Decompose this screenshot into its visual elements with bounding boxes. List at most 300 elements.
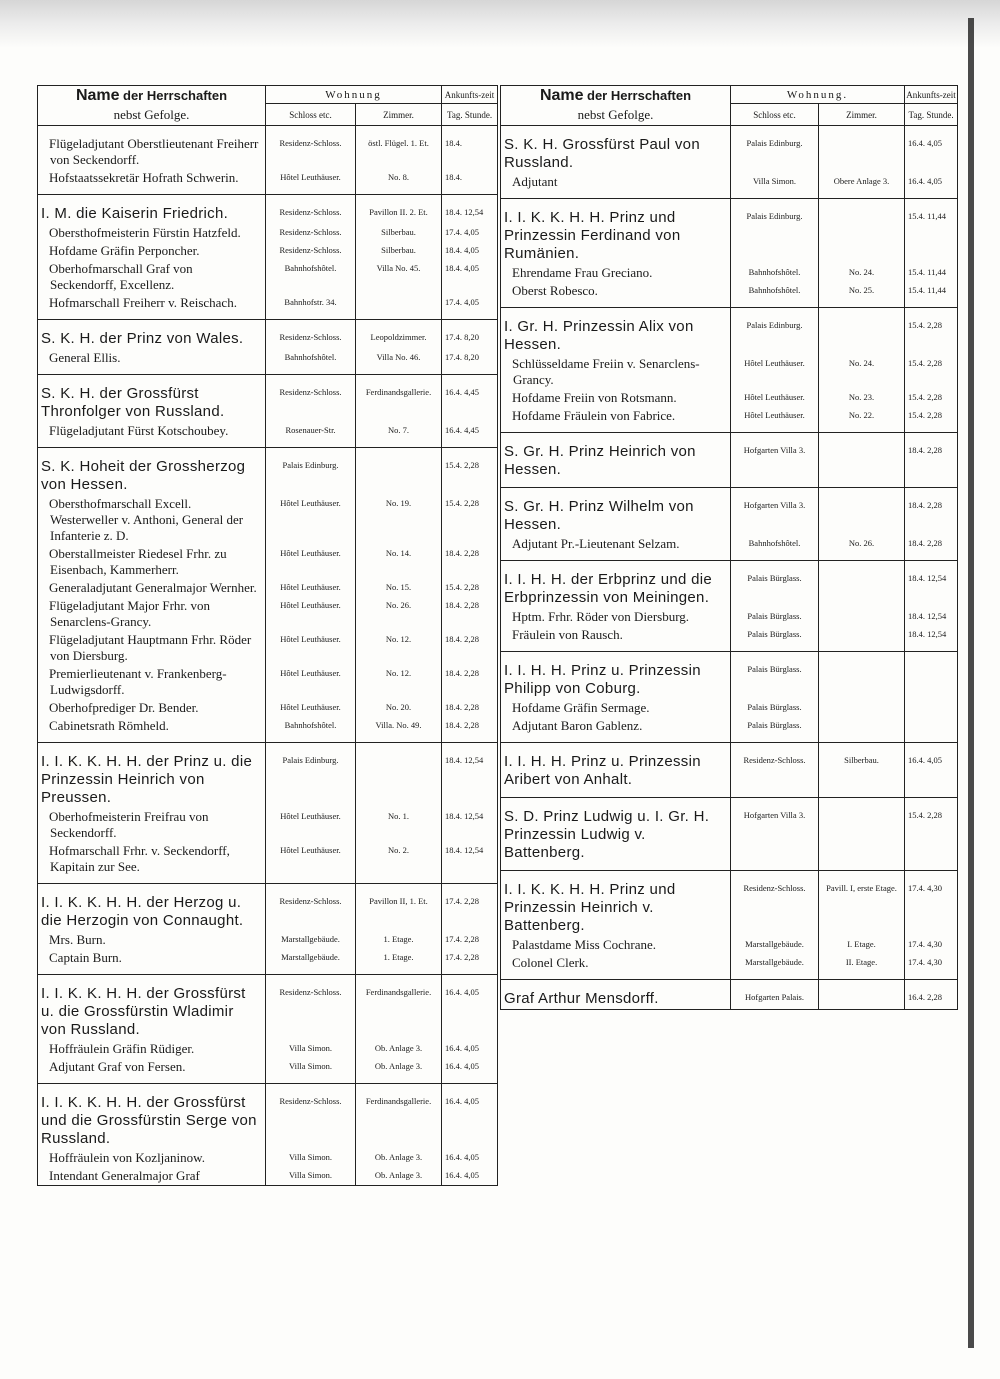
room-cell: Ferdinandsgallerie. — [356, 975, 442, 1041]
arrival-time-cell: 16.4. 4,05 — [905, 173, 958, 199]
residence-cell: Residenz-Schloss. — [266, 224, 356, 242]
guest-group-row — [501, 199, 958, 265]
guest-row — [501, 264, 958, 282]
arrival-time-cell: 18.4. — [442, 126, 498, 170]
guest-row — [501, 389, 958, 407]
residence-cell: Residenz-Schloss. — [266, 375, 356, 423]
room-cell: No. 20. — [356, 699, 442, 717]
name-subtitle: nebst Gefolge. — [577, 106, 654, 122]
guest-name: Hofdame Fräulein von Fabrice. — [501, 407, 731, 433]
room-cell: Pavillon II. 2. Et. — [356, 195, 442, 225]
guest-row — [38, 294, 498, 320]
residence-cell: Villa Simon. — [266, 1058, 356, 1084]
guest-name: Flügeladjutant Oberstlieutenant Freiherr von Seckendorff. — [38, 126, 266, 170]
room-cell: No. 15. — [356, 579, 442, 597]
residence-cell: Hôtel Leuthäuser. — [266, 597, 356, 631]
arrival-time-cell: 18.4. 12,54 — [905, 608, 958, 626]
guest-name-heading: S. K. Hoheit der Grossherzog von Hessen. — [38, 448, 266, 496]
residence-cell: Palais Bürglass. — [731, 652, 819, 700]
guest-name: Oberhofmarschall Graf von Seckendorff, Excellenz. — [38, 260, 266, 294]
room-cell: No. 25. — [819, 282, 905, 308]
guest-row — [501, 954, 958, 980]
residence-cell: Residenz-Schloss. — [266, 884, 356, 932]
guest-group-row — [38, 1084, 498, 1150]
room-cell: Villa No. 46. — [356, 349, 442, 375]
arrival-time-cell: 16.4. 4,05 — [905, 126, 958, 174]
room-cell — [819, 980, 905, 1010]
arrival-time-cell: 17.4. 4,05 — [442, 294, 498, 320]
arrival-time-cell: 16.4. 4,05 — [442, 1058, 498, 1084]
guest-name: Oberhofprediger Dr. Bender. — [38, 699, 266, 717]
guest-name-heading: I. I. K. K. H. H. Prinz und Prinzessin Heinrich v. Battenberg. — [501, 871, 731, 937]
arrival-time-cell: 18.4. 4,05 — [442, 260, 498, 294]
residence-cell: Marstallgebäude. — [731, 954, 819, 980]
table-body-left — [38, 126, 498, 1186]
guest-row — [38, 545, 498, 579]
guest-name: Intendant Generalmajor Graf — [38, 1167, 266, 1186]
guest-name: Adjutant Graf von Fersen. — [38, 1058, 266, 1084]
guest-row — [38, 579, 498, 597]
arrival-time-cell: 18.4. 12,54 — [905, 561, 958, 609]
residence-cell: Hôtel Leuthäuser. — [731, 355, 819, 389]
arrival-time-cell: 15.4. 2,28 — [905, 308, 958, 356]
room-cell — [819, 561, 905, 609]
residence-cell: Residenz-Schloss. — [266, 320, 356, 350]
arrival-time-cell: 17.4. 8,20 — [442, 349, 498, 375]
residence-cell: Hofgarten Villa 3. — [731, 433, 819, 488]
residence-cell: Bahnhofshôtel. — [731, 264, 819, 282]
room-cell: Ob. Anlage 3. — [356, 1167, 442, 1186]
guest-name: Hofdame Gräfin Perponcher. — [38, 242, 266, 260]
residence-cell: Hôtel Leuthäuser. — [266, 495, 356, 545]
name-title: Name — [75, 86, 120, 104]
residence-cell: Bahnhofshôtel. — [266, 349, 356, 375]
guest-group-row — [38, 975, 498, 1041]
arrival-time-cell: 18.4. 12,54 — [905, 626, 958, 652]
guest-name: Hofstaatssekretär Hofrath Schwerin. — [38, 169, 266, 195]
guest-name-heading: S. D. Prinz Ludwig u. I. Gr. H. Prinzessin Ludwig v. Battenberg. — [501, 798, 731, 871]
guest-row — [501, 608, 958, 626]
room-cell: östl. Flügel. 1. Et. — [356, 126, 442, 170]
guest-group-row — [501, 488, 958, 536]
arrival-time-cell: 16.4. 4,05 — [442, 975, 498, 1041]
guest-row — [38, 349, 498, 375]
residence-cell: Hôtel Leuthäuser. — [731, 389, 819, 407]
room-cell: No. 23. — [819, 389, 905, 407]
residence-cell: Hôtel Leuthäuser. — [266, 842, 356, 884]
residence-cell: Palais Bürglass. — [731, 626, 819, 652]
arrival-time-cell: 17.4. 8,20 — [442, 320, 498, 350]
guest-name-heading: Graf Arthur Mensdorff. — [501, 980, 731, 1010]
guest-row — [38, 495, 498, 545]
arrival-time-cell: 17.4. 2,28 — [442, 884, 498, 932]
arrival-time-cell — [905, 699, 958, 717]
room-cell — [356, 448, 442, 496]
room-cell — [819, 717, 905, 743]
guest-name: Flügeladjutant Hauptmann Frhr. Röder von Diersburg. — [38, 631, 266, 665]
arrival-time-cell: 18.4. 12,54 — [442, 808, 498, 842]
guest-name-heading: S. K. H. Grossfürst Paul von Russland. — [501, 126, 731, 174]
guest-name-heading: I. I. K. K. H. H. der Grossfürst und die Grossfürstin Serge von Russland. — [38, 1084, 266, 1150]
guest-row — [501, 717, 958, 743]
residence-cell: Residenz-Schloss. — [266, 1084, 356, 1150]
name-subtitle: nebst Gefolge. — [113, 106, 190, 122]
residence-cell: Marstallgebäude. — [266, 931, 356, 949]
room-cell: Pavill. I, erste Etage. — [819, 871, 905, 937]
room-cell: No. 7. — [356, 422, 442, 448]
zimmer-column-header: Zimmer. — [356, 104, 442, 126]
guest-name: Schlüsseldame Freiin v. Senarclens-Grancy. — [501, 355, 731, 389]
guest-row — [38, 242, 498, 260]
arrival-time-cell: 18.4. 2,28 — [442, 545, 498, 579]
guest-row — [38, 631, 498, 665]
guest-group-row — [38, 195, 498, 225]
residence-cell: Hofgarten Villa 3. — [731, 798, 819, 871]
residence-cell: Residenz-Schloss. — [266, 242, 356, 260]
room-cell — [819, 699, 905, 717]
room-cell: 1. Etage. — [356, 931, 442, 949]
residence-cell: Villa Simon. — [266, 1040, 356, 1058]
room-cell: II. Etage. — [819, 954, 905, 980]
guest-row — [38, 717, 498, 743]
residence-cell: Hôtel Leuthäuser. — [266, 579, 356, 597]
residence-cell: Residenz-Schloss. — [731, 871, 819, 937]
residence-cell: Villa Simon. — [266, 1167, 356, 1186]
guest-name-heading: I. I. K. K. H. H. der Prinz u. die Prinzessin Heinrich von Preussen. — [38, 743, 266, 809]
arrival-time-cell: 17.4. 2,28 — [442, 949, 498, 975]
room-cell: No. 24. — [819, 355, 905, 389]
room-cell — [819, 126, 905, 174]
guest-name: Palastdame Miss Cochrane. — [501, 936, 731, 954]
room-cell: Ob. Anlage 3. — [356, 1040, 442, 1058]
residence-cell: Hofgarten Palais. — [731, 980, 819, 1010]
residence-cell: Bahnhofshôtel. — [266, 260, 356, 294]
room-cell: No. 22. — [819, 407, 905, 433]
guest-name-heading: I. I. K. K. H. H. Prinz und Prinzessin Ferdinand von Rumänien. — [501, 199, 731, 265]
room-cell — [819, 652, 905, 700]
arrival-time-cell: 18.4. 2,28 — [442, 717, 498, 743]
wohnung-header: Wohnung. — [731, 86, 905, 104]
arrival-time-cell: 18.4. 12,54 — [442, 743, 498, 809]
residence-cell: Hôtel Leuthäuser. — [266, 665, 356, 699]
arrival-time-cell: 15.4. 2,28 — [442, 495, 498, 545]
room-cell — [819, 488, 905, 536]
residence-cell: Palais Edinburg. — [266, 448, 356, 496]
guest-group-row — [501, 433, 958, 488]
guest-name-heading: I. I. H. H. Prinz u. Prinzessin Aribert von Anhalt. — [501, 743, 731, 798]
guest-name: Hofmarschall Freiherr v. Reischach. — [38, 294, 266, 320]
arrival-time-cell: 15.4. 11,44 — [905, 264, 958, 282]
guest-table-left — [37, 85, 498, 1186]
room-cell: Villa. No. 49. — [356, 717, 442, 743]
guest-row — [501, 699, 958, 717]
arrival-time-cell: 16.4. 4,45 — [442, 375, 498, 423]
guest-name: Fräulein von Rausch. — [501, 626, 731, 652]
arrival-time-cell: 18.4. 12,54 — [442, 842, 498, 884]
room-cell: Ob. Anlage 3. — [356, 1058, 442, 1084]
guest-row — [38, 1167, 498, 1186]
guest-group-row — [501, 871, 958, 937]
name-title: Name — [539, 86, 584, 104]
name-column-header — [38, 86, 266, 126]
residence-cell: Residenz-Schloss. — [266, 195, 356, 225]
arrival-time-cell: 16.4. 4,45 — [442, 422, 498, 448]
arrival-time-cell: 15.4. 2,28 — [442, 448, 498, 496]
residence-cell: Hôtel Leuthäuser. — [266, 545, 356, 579]
guest-row — [38, 931, 498, 949]
arrival-time-cell: 18.4. 2,28 — [442, 631, 498, 665]
room-cell — [356, 294, 442, 320]
guest-name: Hofdame Freiin von Rotsmann. — [501, 389, 731, 407]
arrival-time-cell: 16.4. 4,05 — [442, 1084, 498, 1150]
room-cell: No. 24. — [819, 264, 905, 282]
guest-name: Flügeladjutant Fürst Kotschoubey. — [38, 422, 266, 448]
guest-row — [38, 665, 498, 699]
residence-cell: Hofgarten Villa 3. — [731, 488, 819, 536]
guest-name: Generaladjutant Generalmajor Wernher. — [38, 579, 266, 597]
arrival-time-cell — [905, 717, 958, 743]
guest-group-row — [501, 308, 958, 356]
name-column-header — [501, 86, 731, 126]
guest-row — [38, 1040, 498, 1058]
residence-cell: Residenz-Schloss. — [731, 743, 819, 798]
guest-row — [501, 282, 958, 308]
room-cell: No. 8. — [356, 169, 442, 195]
arrival-time-cell: 15.4. 11,44 — [905, 199, 958, 265]
guest-name: Hoffräulein von Kozljaninow. — [38, 1149, 266, 1167]
room-cell: No. 12. — [356, 665, 442, 699]
room-cell: No. 14. — [356, 545, 442, 579]
arrival-time-cell: 17.4. 4,30 — [905, 871, 958, 937]
guest-name: Oberst Robesco. — [501, 282, 731, 308]
arrival-time-cell: 17.4. 2,28 — [442, 931, 498, 949]
room-cell: Ob. Anlage 3. — [356, 1149, 442, 1167]
name-title-rest: der Herrschaften — [123, 87, 228, 103]
residence-cell: Palais Bürglass. — [731, 699, 819, 717]
guest-group-row — [38, 320, 498, 350]
arrival-time-cell: 18.4. 2,28 — [905, 488, 958, 536]
room-cell: No. 2. — [356, 842, 442, 884]
guest-row — [38, 949, 498, 975]
room-cell: Villa No. 45. — [356, 260, 442, 294]
residence-cell: Hôtel Leuthäuser. — [266, 169, 356, 195]
guest-name: Flügeladjutant Major Frhr. von Senarclens-Grancy. — [38, 597, 266, 631]
residence-cell: Hôtel Leuthäuser. — [731, 407, 819, 433]
room-cell — [819, 626, 905, 652]
schloss-column-header: Schloss etc. — [731, 104, 819, 126]
guest-row — [501, 936, 958, 954]
room-cell: Ferdinandsgallerie. — [356, 1084, 442, 1150]
residence-cell: Palais Edinburg. — [731, 308, 819, 356]
table-header — [38, 86, 498, 126]
residence-cell: Hôtel Leuthäuser. — [266, 631, 356, 665]
residence-cell: Palais Edinburg. — [731, 199, 819, 265]
guest-name: Hptm. Frhr. Röder von Diersburg. — [501, 608, 731, 626]
room-cell: Pavillon II, 1. Et. — [356, 884, 442, 932]
guest-name: Adjutant — [501, 173, 731, 199]
guest-group-row — [501, 652, 958, 700]
room-cell: Silberbau. — [356, 224, 442, 242]
guest-name-heading: I. I. K. K. H. H. der Herzog u. die Herzogin von Connaught. — [38, 884, 266, 932]
guest-name-heading: I. I. H. H. Prinz u. Prinzessin Philipp von Coburg. — [501, 652, 731, 700]
schloss-column-header: Schloss etc. — [266, 104, 356, 126]
guest-group-row — [38, 743, 498, 809]
residence-cell: Palais Edinburg. — [266, 743, 356, 809]
guest-group-row — [38, 375, 498, 423]
residence-cell: Palais Bürglass. — [731, 608, 819, 626]
guest-name: Ehrendame Frau Greciano. — [501, 264, 731, 282]
scan-page-edge — [968, 18, 974, 1348]
residence-cell: Bahnhofshôtel. — [731, 282, 819, 308]
guest-name: Mrs. Burn. — [38, 931, 266, 949]
guest-row — [38, 808, 498, 842]
guest-name: Captain Burn. — [38, 949, 266, 975]
guest-name-heading: I. I. H. H. der Erbprinz und die Erbprinzessin von Meiningen. — [501, 561, 731, 609]
arrival-time-cell: 16.4. 4,05 — [905, 743, 958, 798]
room-cell: Leopoldzimmer. — [356, 320, 442, 350]
room-cell: 1. Etage. — [356, 949, 442, 975]
guest-name: Hofmarschall Frhr. v. Seckendorff, Kapitain zur See. — [38, 842, 266, 884]
guest-name: Cabinetsrath Römheld. — [38, 717, 266, 743]
room-cell: No. 26. — [356, 597, 442, 631]
guest-row — [38, 422, 498, 448]
guest-row — [501, 626, 958, 652]
arrival-time-cell: 17.4. 4,30 — [905, 954, 958, 980]
arrival-time-cell: 18.4. 2,28 — [442, 665, 498, 699]
residence-cell: Hôtel Leuthäuser. — [266, 699, 356, 717]
arrival-time-cell: 18.4. — [442, 169, 498, 195]
arrival-time-cell: 15.4. 2,28 — [905, 389, 958, 407]
room-cell: No. 12. — [356, 631, 442, 665]
ankunft-header: Ankunfts-zeit — [905, 86, 958, 104]
guest-name: Colonel Clerk. — [501, 954, 731, 980]
room-cell: Ferdinandsgallerie. — [356, 375, 442, 423]
tag-stunde-header: Tag. Stunde. — [905, 104, 958, 126]
residence-cell: Hôtel Leuthäuser. — [266, 808, 356, 842]
room-cell: No. 1. — [356, 808, 442, 842]
guest-group-row — [501, 980, 958, 1010]
guest-row — [501, 173, 958, 199]
arrival-time-cell: 16.4. 2,28 — [905, 980, 958, 1010]
arrival-time-cell: 18.4. 2,28 — [905, 535, 958, 561]
room-cell — [819, 798, 905, 871]
guest-row — [501, 407, 958, 433]
guest-row — [38, 597, 498, 631]
residence-cell: Villa Simon. — [266, 1149, 356, 1167]
residence-cell: Marstallgebäude. — [266, 949, 356, 975]
guest-name: Oberhofmeisterin Freifrau von Seckendorff. — [38, 808, 266, 842]
arrival-time-cell: 18.4. 2,28 — [442, 699, 498, 717]
arrival-time-cell — [905, 652, 958, 700]
arrival-time-cell: 15.4. 2,28 — [442, 579, 498, 597]
arrival-time-cell: 18.4. 4,05 — [442, 242, 498, 260]
guest-row — [38, 699, 498, 717]
residence-cell: Bahnhofshôtel. — [731, 535, 819, 561]
room-cell: Silberbau. — [819, 743, 905, 798]
guest-name: Oberstallmeister Riedesel Frhr. zu Eisenbach, Kammerherr. — [38, 545, 266, 579]
residence-cell: Marstallgebäude. — [731, 936, 819, 954]
guest-name-heading: I. Gr. H. Prinzessin Alix von Hessen. — [501, 308, 731, 356]
guest-row — [38, 224, 498, 242]
scan-top-shadow — [0, 0, 1000, 48]
guest-row — [38, 260, 498, 294]
guest-group-row — [501, 743, 958, 798]
guest-name-heading: S. K. H. der Prinz von Wales. — [38, 320, 266, 350]
room-cell — [819, 199, 905, 265]
arrival-time-cell: 15.4. 11,44 — [905, 282, 958, 308]
arrival-time-cell: 16.4. 4,05 — [442, 1040, 498, 1058]
guest-row — [501, 535, 958, 561]
room-cell — [819, 433, 905, 488]
arrival-time-cell: 18.4. 2,28 — [442, 597, 498, 631]
residence-cell: Palais Edinburg. — [731, 126, 819, 174]
room-cell — [819, 608, 905, 626]
guest-table-right — [500, 85, 958, 1010]
name-title-rest: der Herrschaften — [587, 87, 692, 103]
arrival-time-cell: 16.4. 4,05 — [442, 1149, 498, 1167]
residence-cell: Residenz-Schloss. — [266, 126, 356, 170]
guest-name: Obersthofmarschall Excell. Westerweller v. Anthoni, General der Infanterie z. D. — [38, 495, 266, 545]
guest-name: Hofdame Gräfin Sermage. — [501, 699, 731, 717]
arrival-time-cell: 15.4. 2,28 — [905, 798, 958, 871]
guest-name: Adjutant Baron Gablenz. — [501, 717, 731, 743]
guest-row — [501, 355, 958, 389]
guest-group-row — [501, 561, 958, 609]
residence-cell: Residenz-Schloss. — [266, 975, 356, 1041]
room-cell: Obere Anlage 3. — [819, 173, 905, 199]
zimmer-column-header: Zimmer. — [819, 104, 905, 126]
guest-group-row — [38, 884, 498, 932]
guest-name-heading: S. K. H. der Grossfürst Thronfolger von Russland. — [38, 375, 266, 423]
arrival-time-cell: 17.4. 4,05 — [442, 224, 498, 242]
guest-name-heading: S. Gr. H. Prinz Wilhelm von Hessen. — [501, 488, 731, 536]
room-cell: No. 19. — [356, 495, 442, 545]
arrival-time-cell: 18.4. 2,28 — [905, 433, 958, 488]
arrival-time-cell: 17.4. 4,30 — [905, 936, 958, 954]
guest-name: Obersthofmeisterin Fürstin Hatzfeld. — [38, 224, 266, 242]
residence-cell: Villa Simon. — [731, 173, 819, 199]
guest-name-heading: S. Gr. H. Prinz Heinrich von Hessen. — [501, 433, 731, 488]
table-body-right — [501, 126, 958, 1010]
guest-name-heading: I. M. die Kaiserin Friedrich. — [38, 195, 266, 225]
guest-row — [38, 1058, 498, 1084]
arrival-time-cell: 18.4. 12,54 — [442, 195, 498, 225]
arrival-time-cell: 15.4. 2,28 — [905, 407, 958, 433]
arrival-time-cell: 16.4. 4,05 — [442, 1167, 498, 1186]
residence-cell: Bahnhofshôtel. — [266, 717, 356, 743]
ankunft-header: Ankunfts-zeit — [442, 86, 498, 104]
residence-cell: Bahnhofstr. 34. — [266, 294, 356, 320]
arrival-time-cell: 15.4. 2,28 — [905, 355, 958, 389]
guest-name-heading: I. I. K. K. H. H. der Grossfürst u. die Grossfürstin Wladimir von Russland. — [38, 975, 266, 1041]
room-cell: No. 26. — [819, 535, 905, 561]
room-cell: I. Etage. — [819, 936, 905, 954]
residence-cell: Palais Bürglass. — [731, 717, 819, 743]
room-cell — [819, 308, 905, 356]
wohnung-header: Wohnung — [266, 86, 442, 104]
guest-name: General Ellis. — [38, 349, 266, 375]
guest-group-row — [501, 126, 958, 174]
guest-row — [38, 169, 498, 195]
residence-cell: Rosenauer-Str. — [266, 422, 356, 448]
guest-name: Premierlieutenant v. Frankenberg-Ludwigsdorff. — [38, 665, 266, 699]
guest-row — [38, 842, 498, 884]
tag-stunde-header: Tag. Stunde. — [442, 104, 498, 126]
guest-name: Adjutant Pr.-Lieutenant Selzam. — [501, 535, 731, 561]
residence-cell: Palais Bürglass. — [731, 561, 819, 609]
guest-row — [38, 126, 498, 170]
guest-group-row — [501, 798, 958, 871]
